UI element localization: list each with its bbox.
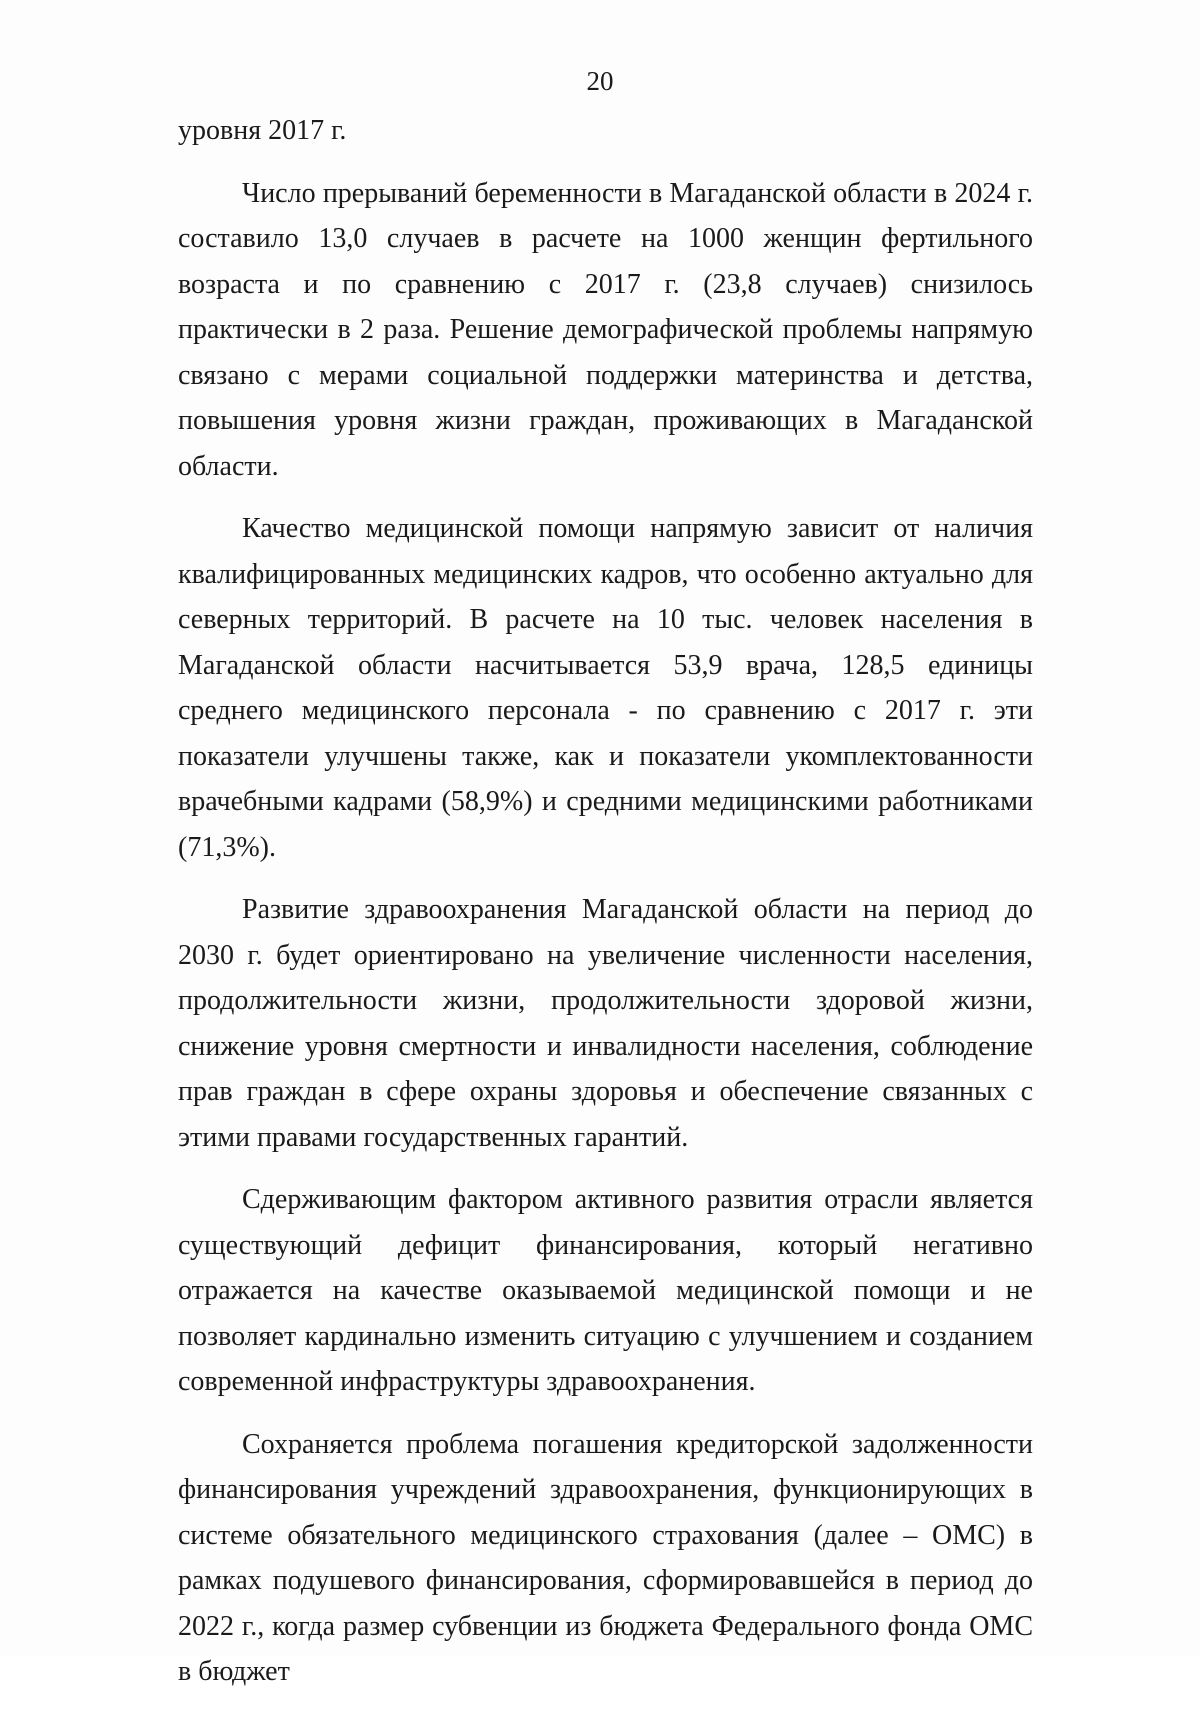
- paragraph-debt-problem: Сохраняется проблема погашения кредиторской задолженности финансирования учреждений здравоохранения, функционирующих в системе обязательного медицинского страхования (далее – ОМС) в рамках подушевого финансирования, сформировавшейся в период до 2022 г., когда размер субвенции из бюджета Федерального фонда ОМС в бюджет: [178, 1428, 1033, 1687]
- paragraph-medical-staff: Качество медицинской помощи напрямую зависит от наличия квалифицированных медицинских кадров, что особенно актуально для северных территорий. В расчете на 10 тыс. человек населения в Магаданской области насчитывается 53,9 врача, 128,5 единицы среднего медицинского персонала - по сравнению с 2017 г. эти показатели улучшены также, как и показатели укомплектованности врачебными кадрами (58,9%) и средними медицинскими работниками (71,3%).: [178, 513, 1033, 863]
- paragraph-abortions: Число прерываний беременности в Магаданской области в 2024 г. составило 13,0 случаев в расчете на 1000 женщин фертильного возраста и по сравнению с 2017 г. (23,8 случаев) снизилось практически в 2 раза. Решение демографической проблемы напрямую связано с мерами социальной поддержки материнства и детства, повышения уровня жизни граждан, проживающих в Магаданской области.: [178, 177, 1033, 482]
- page-body: [178, 108, 1033, 1712]
- paragraph-continuation: уровня 2017 г.: [178, 115, 347, 146]
- paragraph-funding-deficit: Сдерживающим фактором активного развития отрасли является существующий дефицит финансирования, который негативно отражается на качестве оказываемой медицинской помощи и не позволяет кардинально изменить ситуацию с улучшением и созданием современной инфраструктуры здравоохранения.: [178, 1184, 1033, 1397]
- paragraph-development-2030: Развитие здравоохранения Магаданской области на период до 2030 г. будет ориентировано на увеличение численности населения, продолжительности жизни, продолжительности здоровой жизни, снижение уровня смертности и инвалидности населения, соблюдение прав граждан в сфере охраны здоровья и обеспечение связанных с этими правами государственных гарантий.: [178, 894, 1033, 1153]
- page-number: 20: [586, 66, 614, 96]
